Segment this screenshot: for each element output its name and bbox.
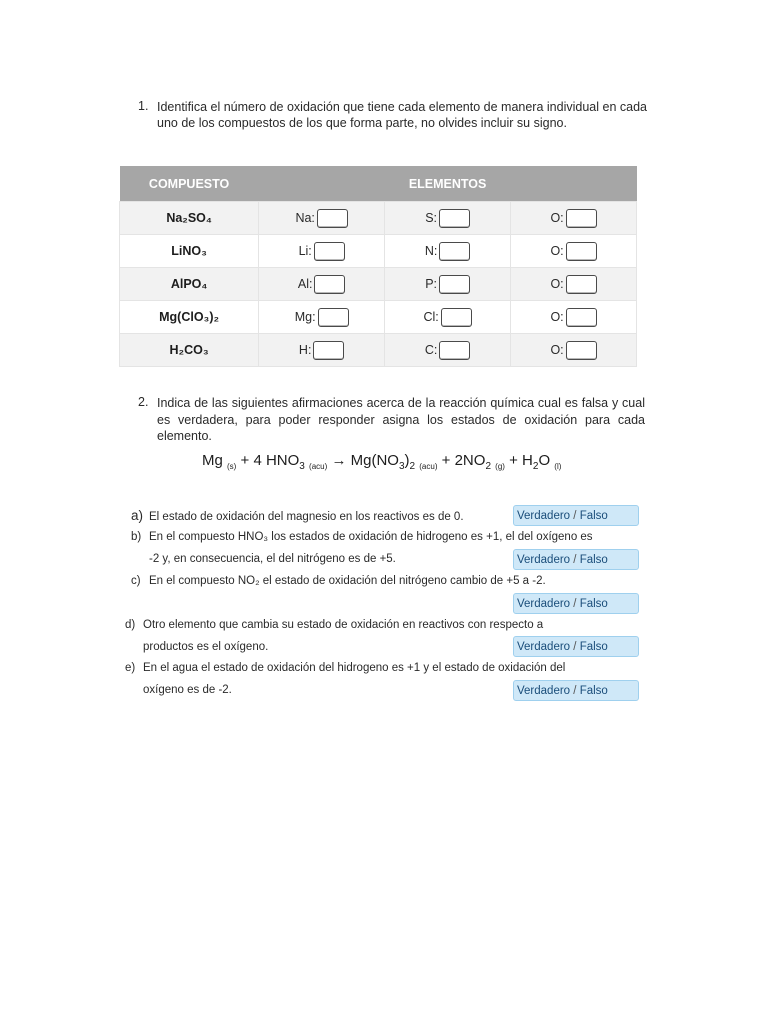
answer-box[interactable] bbox=[439, 242, 470, 261]
false-option[interactable]: Falso bbox=[579, 510, 608, 522]
answer-box[interactable] bbox=[441, 308, 472, 327]
element-label: O: bbox=[550, 244, 564, 258]
false-option[interactable]: Falso bbox=[579, 641, 608, 653]
table-row bbox=[120, 235, 637, 268]
element-label: P: bbox=[425, 277, 438, 291]
table-row bbox=[120, 334, 637, 367]
element-label: O: bbox=[550, 343, 564, 357]
statement-a bbox=[131, 505, 464, 528]
statement-c bbox=[131, 570, 546, 592]
choice-b: Verdadero / Falso bbox=[513, 549, 639, 570]
answer-box[interactable] bbox=[318, 308, 349, 327]
question-2-number: 2. bbox=[138, 395, 149, 409]
statement-text: El estado de oxidación del magnesio en los reactivos es de 0. bbox=[149, 511, 464, 523]
choice-a: Verdadero / Falso bbox=[513, 505, 639, 526]
false-option[interactable]: Falso bbox=[579, 554, 608, 566]
question-1-text: Identifica el número de oxidación que tiene cada elemento de manera individual en cada uno de los compuestos de los que forma parte, no olvides incluir su signo. bbox=[157, 100, 647, 130]
true-option[interactable]: Verdadero bbox=[517, 641, 571, 653]
table-row bbox=[120, 202, 637, 235]
element-label: O: bbox=[550, 211, 564, 225]
compound-cell: Na₂SO₄ bbox=[120, 202, 259, 235]
choice-c: Verdadero / Falso bbox=[513, 593, 639, 614]
element-label: Na: bbox=[295, 211, 315, 225]
question-1-number: 1. bbox=[138, 99, 149, 113]
element-label: S: bbox=[425, 211, 438, 225]
element-label: O: bbox=[550, 277, 564, 291]
header-compound: COMPUESTO bbox=[120, 166, 259, 202]
statement-text: En el compuesto HNO₃ los estados de oxidación de hidrogeno es +1, el del oxígeno es bbox=[149, 531, 593, 543]
statement-label: a) bbox=[131, 508, 144, 523]
compound-cell: Mg(ClO₃)₂ bbox=[120, 301, 259, 334]
statement-text: En el agua el estado de oxidación del hidrogeno es +1 y el estado de oxidación del bbox=[143, 662, 566, 674]
answer-box[interactable] bbox=[314, 275, 345, 294]
answer-box[interactable] bbox=[566, 209, 597, 228]
statement-label: d) bbox=[125, 619, 136, 631]
answer-box[interactable] bbox=[439, 275, 470, 294]
statement-text: oxígeno es de -2. bbox=[143, 684, 232, 696]
true-option[interactable]: Verdadero bbox=[517, 685, 571, 697]
answer-box[interactable] bbox=[313, 341, 344, 360]
true-option[interactable]: Verdadero bbox=[517, 554, 571, 566]
element-label: N: bbox=[424, 244, 438, 258]
element-label: Al: bbox=[297, 277, 313, 291]
statement-text: En el compuesto NO₂ el estado de oxidación del nitrógeno cambio de +5 a -2. bbox=[149, 575, 546, 587]
answer-box[interactable] bbox=[439, 341, 470, 360]
false-option[interactable]: Falso bbox=[579, 685, 608, 697]
compound-cell: LiNO₃ bbox=[120, 235, 259, 268]
element-label: O: bbox=[550, 310, 564, 324]
answer-box[interactable] bbox=[566, 275, 597, 294]
chemical-equation: Mg $_{(s)}$ + 4 $HNO_3$ $_{(acu)} \to Mg(NO_3)_2$ $_{(acu)} + 2NO_2$ $_{(g)} + H_2O$ $_{(l)}$ bbox=[202, 452, 562, 472]
answer-box[interactable] bbox=[566, 242, 597, 261]
element-label: Li: bbox=[298, 244, 312, 258]
statement-label: b) bbox=[131, 531, 142, 543]
statement-text: Otro elemento que cambia su estado de oxidación en reactivos con respecto a bbox=[143, 619, 544, 631]
table-row bbox=[120, 301, 637, 334]
answer-box[interactable] bbox=[439, 209, 470, 228]
statement-text: productos es el oxígeno. bbox=[143, 641, 269, 653]
compound-cell: AlPO₄ bbox=[120, 268, 259, 301]
answer-box[interactable] bbox=[314, 242, 345, 261]
element-label: H: bbox=[298, 343, 312, 357]
question-2-text: Indica de las siguientes afirmaciones acerca de la reacción química cual es falsa y cual es verdadera, para poder responder asigna los estados de oxidación para cada elemento. bbox=[157, 396, 645, 443]
answer-box[interactable] bbox=[317, 209, 348, 228]
element-label: Cl: bbox=[423, 310, 439, 324]
answer-box[interactable] bbox=[566, 341, 597, 360]
choice-d: Verdadero / Falso bbox=[513, 636, 639, 657]
statement-label: e) bbox=[125, 662, 136, 674]
header-elements: ELEMENTOS bbox=[259, 166, 637, 202]
true-option[interactable]: Verdadero bbox=[517, 510, 571, 522]
choice-e: Verdadero / Falso bbox=[513, 680, 639, 701]
answer-box[interactable] bbox=[566, 308, 597, 327]
table-row bbox=[120, 268, 637, 301]
true-option[interactable]: Verdadero bbox=[517, 598, 571, 610]
false-option[interactable]: Falso bbox=[579, 598, 608, 610]
compound-cell: H₂CO₃ bbox=[120, 334, 259, 367]
table-header-row bbox=[120, 166, 637, 202]
element-label: C: bbox=[424, 343, 438, 357]
statement-label: c) bbox=[131, 575, 141, 587]
element-label: Mg: bbox=[294, 310, 316, 324]
statement-text: -2 y, en consecuencia, el del nitrógeno es de +5. bbox=[149, 553, 396, 565]
oxidation-table bbox=[119, 166, 637, 367]
